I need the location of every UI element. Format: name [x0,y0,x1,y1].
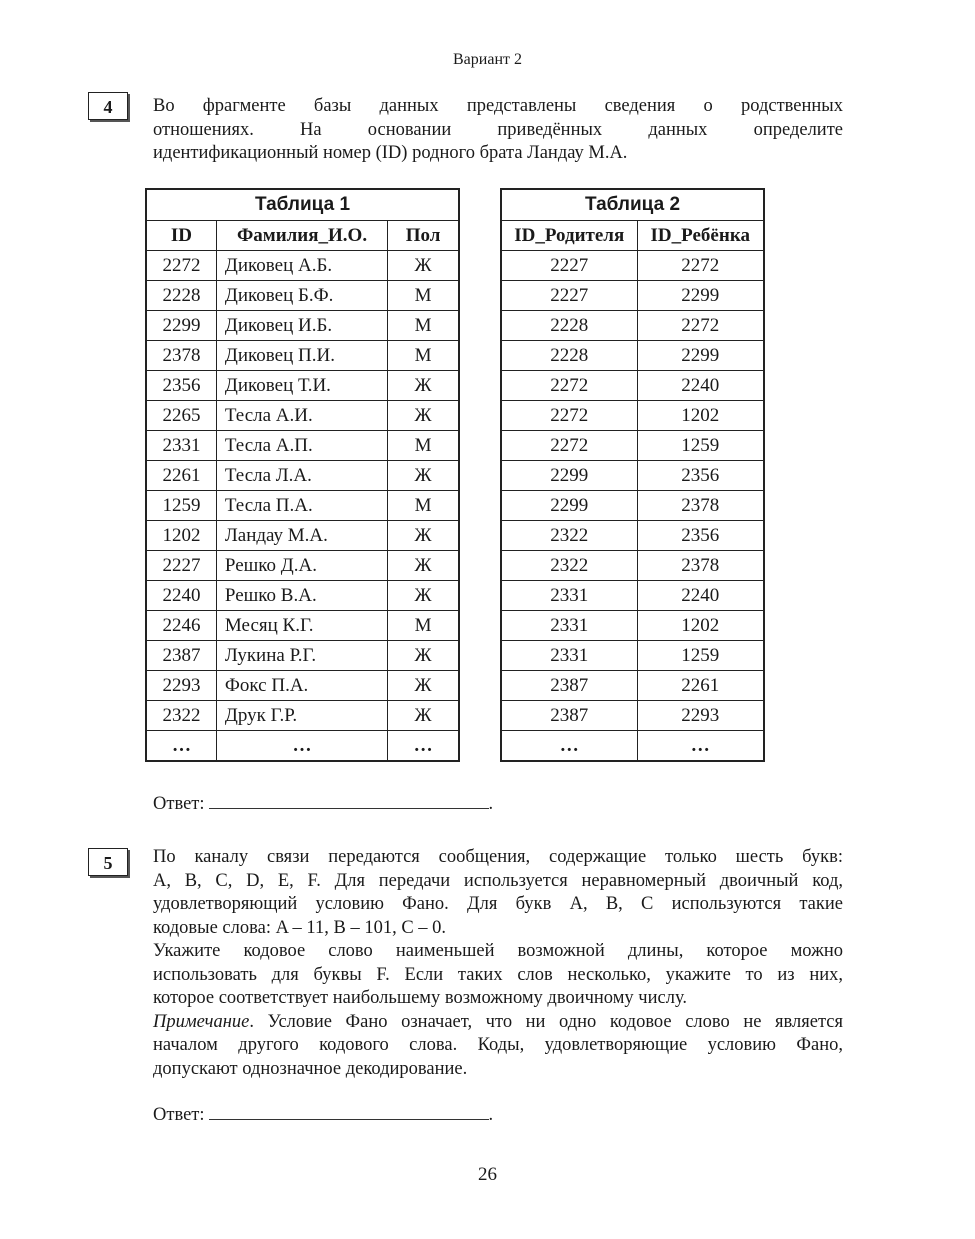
table-2-cell: 2299 [501,491,637,521]
table-1-cell: Диковец Б.Ф. [216,281,387,311]
table-1-cell: 2272 [146,251,216,281]
table-2-cell: 2299 [637,281,764,311]
table-1-cell: Тесла А.И. [216,401,387,431]
table-1-cell: М [388,491,459,521]
table-row [501,611,764,641]
table-1-cell: 2387 [146,641,216,671]
table-1-cell: Ж [388,521,459,551]
table-2-cell: 2228 [501,311,637,341]
task-number-5: 5 [88,848,128,876]
answer-period: . [488,1105,494,1125]
table-1-cell: Диковец И.Б. [216,311,387,341]
table-1-cell: 2322 [146,701,216,731]
table-1-cell: Ж [388,671,459,701]
table-1-cell: 2293 [146,671,216,701]
table-1-cell: 1202 [146,521,216,551]
table-row [501,461,764,491]
task4-line: идентификационный номер (ID) родного брата Ландау М.А. [153,143,628,163]
table-1-cell: М [388,431,459,461]
table-1-cell: … [146,731,216,762]
page-header: Вариант 2 [453,51,522,68]
table-1-cell: Тесла А.П. [216,431,387,461]
table-1-cell: 2228 [146,281,216,311]
task5-line: Укажите кодовое слово наименьшей возможной длины, которое можно [153,941,843,961]
answer-period: . [488,794,494,814]
table-2-cell: 2331 [501,581,637,611]
task5-note-line: допускают однозначное декодирование. [153,1058,468,1079]
table-row [501,581,764,611]
table-2-cell: 2322 [501,551,637,581]
table-2-cell: 1259 [637,641,764,671]
table-row [146,311,459,341]
answer-label: Ответ: [153,1105,205,1125]
table-row [146,461,459,491]
table-row [501,521,764,551]
table-row [146,281,459,311]
table-1-cell: … [216,731,387,762]
table-2-cell: 2299 [501,461,637,491]
table-1-cell: Ж [388,551,459,581]
answer-blank-4[interactable] [209,790,489,809]
table-1-header-name: Фамилия_И.О. [216,221,387,251]
table-1-cell: М [388,311,459,341]
table-1-cell: Друк Г.Р. [216,701,387,731]
table-1-header-sex: Пол [388,221,459,251]
table-row [146,611,459,641]
task5-text [153,846,843,1081]
table-2-cell: 2272 [637,251,764,281]
table-row [146,251,459,281]
table-2-cell: 1259 [637,431,764,461]
table-1-cell: М [388,611,459,641]
table-row [501,281,764,311]
table-2-cell: 2240 [637,371,764,401]
table-2-cell: 2272 [637,311,764,341]
table-1-cell: Месяц К.Г. [216,611,387,641]
table-row [501,731,764,762]
task4-line: отношениях. На основании приведённых данных определите [153,119,843,140]
table-2-cell: 2387 [501,701,637,731]
table-2-cell: 2227 [501,281,637,311]
table-2-cell: 2227 [501,251,637,281]
task5-note-line: началом другого кодового слова. Коды, удовлетворяющие условию Фано, [153,1035,843,1055]
table-1-cell: 2265 [146,401,216,431]
table-row [146,341,459,371]
table-2-cell: 1202 [637,401,764,431]
task5-line: A, B, C, D, E, F. Для передачи используется неравномерный двоичный код, [153,870,843,891]
table-row [146,671,459,701]
table-1-cell: Диковец Т.И. [216,371,387,401]
table-2-cell: 2299 [637,341,764,371]
task5-note-line [153,1011,843,1035]
table-1-cell: М [388,341,459,371]
task4-line: Во фрагменте базы данных представлены сведения о родственных [153,96,843,116]
table-2-cell: 2356 [637,461,764,491]
table-1-cell: М [388,281,459,311]
table-2-header-parent: ID_Родителя [501,221,637,251]
table-1-cell: 2240 [146,581,216,611]
table-row [501,371,764,401]
table-2-cell: 2293 [637,701,764,731]
table-1-cell: Ж [388,371,459,401]
table-1-cell: Ландау М.А. [216,521,387,551]
table-2-cell: 2240 [637,581,764,611]
table-row [501,251,764,281]
table-row [146,641,459,671]
table-1-cell: Ж [388,461,459,491]
table-row [501,641,764,671]
table-1-cell: Решко В.А. [216,581,387,611]
task-number-4: 4 [88,92,128,120]
table-1-body [146,251,459,762]
table-2-cell: 2387 [501,671,637,701]
task4-answer [153,790,493,815]
table-row [146,701,459,731]
table-row [146,521,459,551]
page-number: 26 [478,1164,497,1185]
table-1-cell: 2246 [146,611,216,641]
task5-answer [153,1101,493,1126]
table-2-cell: 2331 [501,641,637,671]
table-1-cell: Ж [388,401,459,431]
table-1-cell: Ж [388,581,459,611]
table-1-cell: Фокс П.А. [216,671,387,701]
table-1-cell: … [388,731,459,762]
table-row [146,401,459,431]
table-row [501,551,764,581]
table-1-cell: 2299 [146,311,216,341]
table-row [501,491,764,521]
table-2 [500,188,765,762]
table-2-cell: … [637,731,764,762]
table-1-cell: Ж [388,701,459,731]
table-1-cell: 2378 [146,341,216,371]
table-1-cell: 2227 [146,551,216,581]
table-1 [145,188,460,762]
task5-line: которое соответствует наибольшему возможному двоичному числу. [153,988,687,1008]
table-1-cell: Тесла П.А. [216,491,387,521]
task5-line: кодовые слова: A – 11, B – 101, C – 0. [153,917,447,938]
table-1-cell: Диковец А.Б. [216,251,387,281]
table-2-cell: 2356 [637,521,764,551]
task5-line: удовлетворяющий условию Фано. Для букв A, B, C используются такие [153,894,843,914]
table-row [501,431,764,461]
table-1-cell: 2331 [146,431,216,461]
table-2-cell: … [501,731,637,762]
table-row [501,671,764,701]
task5-line: использовать для буквы F. Если таких слов несколько, укажите то из них, [153,964,843,985]
table-2-header-child: ID_Ребёнка [637,221,764,251]
table-row [146,581,459,611]
table-row [501,401,764,431]
table-row [146,371,459,401]
answer-blank-5[interactable] [209,1101,489,1120]
table-row [146,431,459,461]
table-1-cell: 1259 [146,491,216,521]
table-row [501,311,764,341]
table-2-caption: Таблица 2 [501,189,764,221]
table-1-cell: Диковец П.И. [216,341,387,371]
note-label: Примечание [153,1011,250,1032]
table-2-cell: 2331 [501,611,637,641]
table-2-cell: 2322 [501,521,637,551]
task5-line: По каналу связи передаются сообщения, содержащие только шесть букв: [153,847,843,867]
table-1-cell: Тесла Л.А. [216,461,387,491]
table-2-body [501,251,764,762]
table-2-cell: 2272 [501,371,637,401]
table-2-cell: 2228 [501,341,637,371]
table-1-cell: Лукина Р.Г. [216,641,387,671]
table-1-cell: Ж [388,251,459,281]
task4-text [153,95,843,166]
table-row [146,491,459,521]
table-row [501,341,764,371]
table-2-cell: 2378 [637,491,764,521]
table-1-cell: Решко Д.А. [216,551,387,581]
table-2-cell: 2272 [501,401,637,431]
table-row [501,701,764,731]
table-2-cell: 2272 [501,431,637,461]
table-1-cell: 2356 [146,371,216,401]
table-1-header-id: ID [146,221,216,251]
answer-label: Ответ: [153,794,205,814]
table-row [146,731,459,762]
table-2-cell: 2378 [637,551,764,581]
table-2-cell: 2261 [637,671,764,701]
table-1-caption: Таблица 1 [146,189,459,221]
note-text: . Условие Фано означает, что ни одно кодовое слово не является [249,1011,843,1032]
table-1-cell: Ж [388,641,459,671]
table-1-cell: 2261 [146,461,216,491]
table-2-cell: 1202 [637,611,764,641]
table-row [146,551,459,581]
